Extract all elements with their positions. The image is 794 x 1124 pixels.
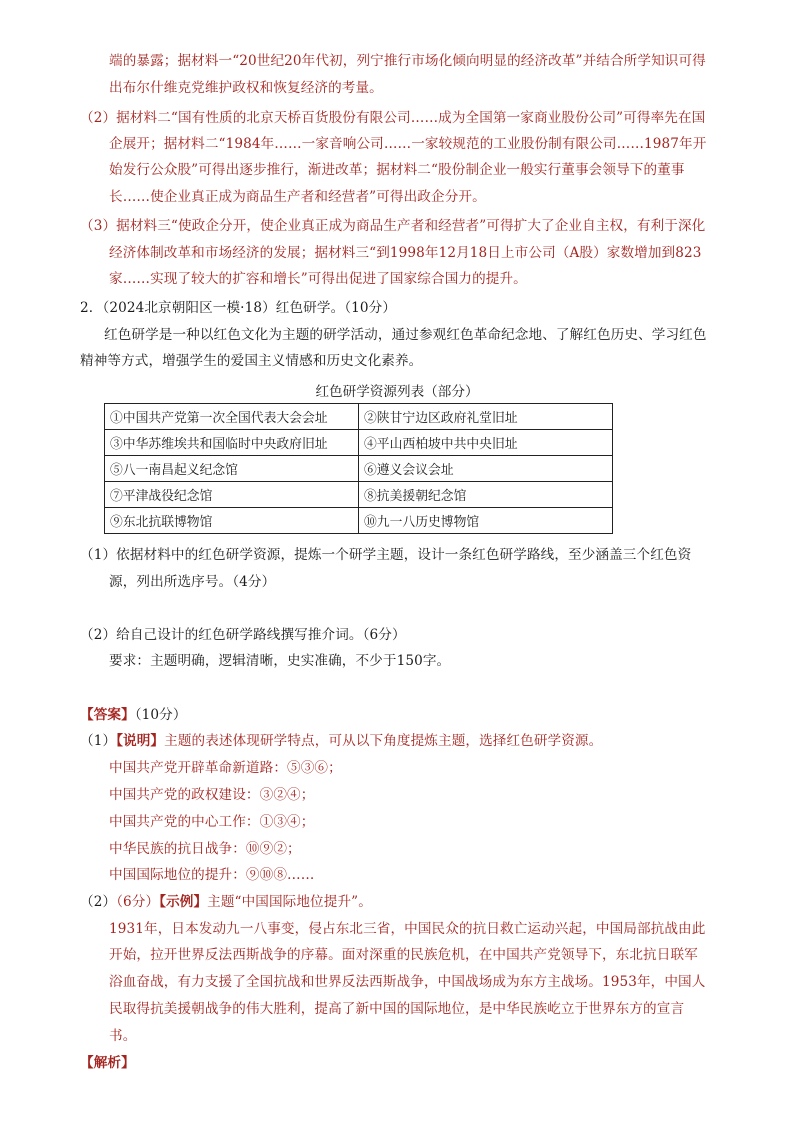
prev-answer-q2-line: 长……使企业真正成为商品生产者和经营者”可得出政企分开。 xyxy=(109,189,486,205)
theme-item: 中国共产党开辟革命新道路：⑤③⑥； xyxy=(109,760,342,776)
prev-answer-line: 端的暴露；据材料一“20世纪20年代初，列宁推行市场化倾向明显的经济改革”并结合所学知识可得 xyxy=(109,53,706,69)
answer-2-score: （6分） xyxy=(116,894,160,910)
table-cell: ⑥遵义会议会址 xyxy=(359,456,613,482)
theme-item: 中国国际地位的提升：⑨⑩⑧…… xyxy=(109,867,315,883)
answer-1-header xyxy=(80,731,602,751)
sub-question-1: 源，列出所选序号。（4分） xyxy=(109,574,276,590)
table-row xyxy=(105,508,613,534)
explanation-tag: 【说明】 xyxy=(116,733,165,749)
table-cell: ⑩九一八历史博物馆 xyxy=(359,508,613,534)
table-cell: ②陕甘宁边区政府礼堂旧址 xyxy=(359,404,613,430)
theme-item: 中国共产党的中心工作：①③④； xyxy=(109,814,315,830)
prev-answer-line: 出布尔什维克党维护政权和恢复经济的考量。 xyxy=(109,80,383,96)
theme-item: 中国共产党的政权建设：③②④； xyxy=(109,787,315,803)
essay-line: 浴血奋战，有力支援了全国抗战和世界反法西斯战争，中国战场成为东方主战场。1953年，中国人 xyxy=(109,974,706,990)
answer-header xyxy=(80,705,187,725)
answer-1-text: 主题的表述体现研学特点，可从以下角度提炼主题，选择红色研学资源。 xyxy=(164,733,603,749)
sub-question-2: （2）给自己设计的红色研学路线撰写推介词。（6分） xyxy=(80,627,406,643)
answer-tag: 【答案】 xyxy=(80,707,135,723)
resource-table xyxy=(104,403,613,534)
table-cell: ⑨东北抗联博物馆 xyxy=(105,508,359,534)
table-row xyxy=(105,404,613,430)
answer-1-number: （1） xyxy=(80,733,117,749)
answer-2-number: （2） xyxy=(80,894,117,910)
table-title: 红色研学资源列表（部分） xyxy=(315,384,479,400)
example-tag: 【示例】 xyxy=(159,894,208,910)
table-row xyxy=(105,482,613,508)
theme-item: 中华民族的抗日战争：⑩⑨②； xyxy=(109,841,301,857)
answer-score: （10分） xyxy=(134,707,187,723)
answer-2-header xyxy=(80,892,372,912)
prev-answer-q3-line: 家……实现了较大的扩容和增长”可得出促进了国家综合国力的提升。 xyxy=(109,271,527,287)
prev-answer-q3-line: （3）据材料三“使政企分开，使企业真正成为商品生产者和经营者”可得扩大了企业自主权，有利于深化 xyxy=(80,218,706,234)
prev-answer-q3-line: 经济体制改革和市场经济的发展；据材料三“到1998年12月18日上市公司（A股）家数增加到823 xyxy=(109,245,702,261)
answer-2-theme: 主题“中国国际地位提升”。 xyxy=(207,894,372,910)
essay-line: 书。 xyxy=(109,1028,137,1044)
table-row xyxy=(105,430,613,456)
table-cell: ③中华苏维埃共和国临时中央政府旧址 xyxy=(105,430,359,456)
question-intro: 红色研学是一种以红色文化为主题的研学活动，通过参观红色革命纪念地、了解红色历史、学习红色 xyxy=(104,327,707,343)
question-header: 2．（2024北京朝阳区一模·18）红色研学。（10分） xyxy=(80,300,397,316)
prev-answer-q2-line: （2）据材料二“国有性质的北京天桥百货股份有限公司……成为全国第一家商业股份公司”可得率先在国 xyxy=(80,110,706,126)
table-cell: ⑧抗美援朝纪念馆 xyxy=(359,482,613,508)
table-cell: ①中国共产党第一次全国代表大会会址 xyxy=(105,404,359,430)
question-intro: 精神等方式，增强学生的爱国主义情感和历史文化素养。 xyxy=(80,353,423,369)
table-cell: ④平山西柏坡中共中央旧址 xyxy=(359,430,613,456)
essay-line: 开始，拉开世界反法西斯战争的序幕。面对深重的民族危机，在中国共产党领导下，东北抗日联军 xyxy=(109,947,698,963)
essay-line: 民取得抗美援朝战争的伟大胜利，提高了新中国的国际地位，是中华民族屹立于世界东方的宣言 xyxy=(109,1001,685,1017)
essay-line: 1931年，日本发动九一八事变，侵占东北三省，中国民众的抗日救亡运动兴起，中国局部抗战由此 xyxy=(109,921,706,937)
analysis-tag: 【解析】 xyxy=(80,1055,135,1071)
table-cell: ⑦平津战役纪念馆 xyxy=(105,482,359,508)
table-cell: ⑤八一南昌起义纪念馆 xyxy=(105,456,359,482)
prev-answer-q2-line: 企展开；据材料二“1984年……一家音响公司……一家较规范的工业股份制有限公司……1987年开 xyxy=(109,136,707,152)
sub-question-2-requirement: 要求：主题明确，逻辑清晰，史实准确，不少于150字。 xyxy=(109,653,451,669)
table-row xyxy=(105,456,613,482)
sub-question-1: （1）依据材料中的红色研学资源，提炼一个研学主题，设计一条红色研学路线，至少涵盖三个红色资 xyxy=(80,547,692,563)
prev-answer-q2-line: 始发行公众股”可得出逐步推行，渐进改革；据材料二“股份制企业一般实行董事会领导下的董事 xyxy=(109,162,685,178)
